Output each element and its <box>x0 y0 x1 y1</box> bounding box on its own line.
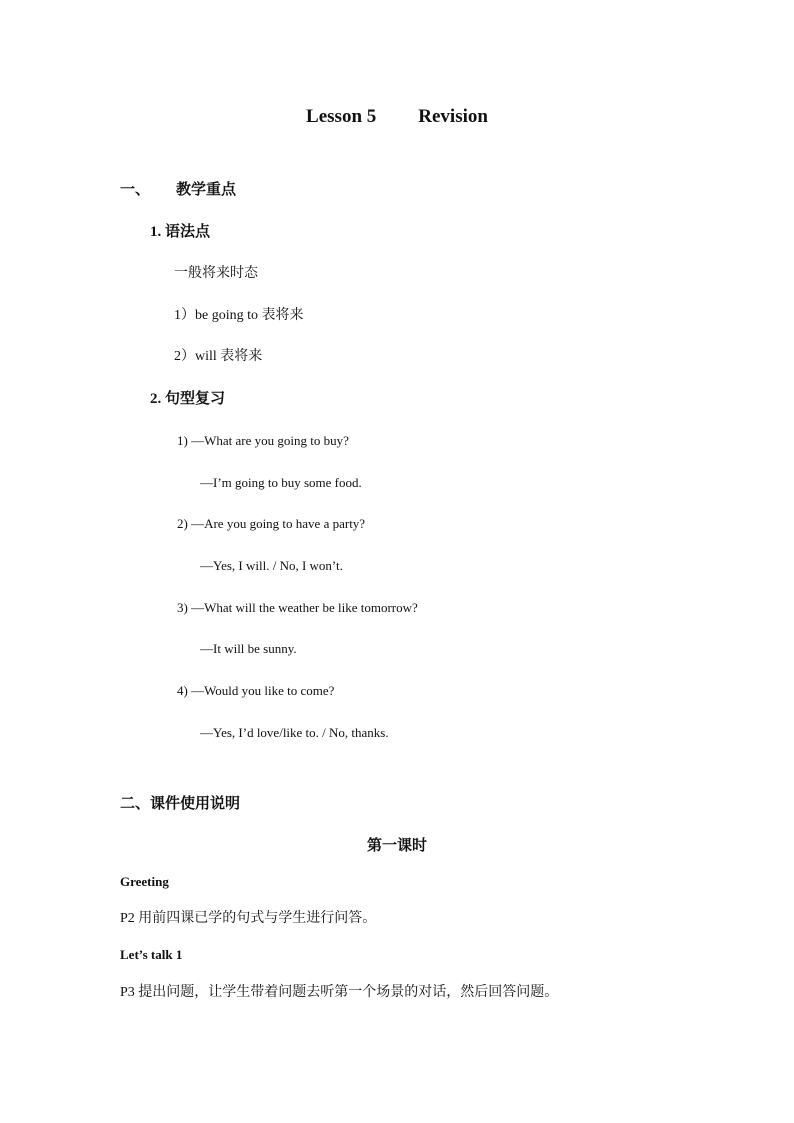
section-1-heading: 教学重点 <box>176 182 237 198</box>
lesson-topic: Revision <box>418 106 488 127</box>
period-heading: 第一课时 <box>366 838 427 854</box>
step-2-label: Let’s talk 1 <box>120 947 183 962</box>
pattern-4-question: 4) —Would you like to come? <box>177 683 335 698</box>
pattern-3-question: 3) —What will the weather be like tomorrow? <box>177 600 418 615</box>
pattern-3-answer: —It will be sunny. <box>200 641 297 656</box>
step-1-label: Greeting <box>120 874 169 889</box>
grammar-heading: 1. 语法点 <box>150 224 211 240</box>
page-title <box>0 107 794 126</box>
pattern-1-question: 1) —What are you going to buy? <box>177 433 349 448</box>
lesson-number: Lesson 5 <box>306 106 377 127</box>
section-2-heading: 二、课件使用说明 <box>120 796 241 812</box>
pattern-2-answer: —Yes, I will. / No, I won’t. <box>200 558 343 573</box>
patterns-heading: 2. 句型复习 <box>150 391 226 407</box>
section-1-marker: 一、 <box>120 182 151 198</box>
pattern-4-answer: —Yes, I’d love/like to. / No, thanks. <box>200 725 389 740</box>
pattern-1-answer: —I’m going to buy some food. <box>200 475 362 490</box>
pattern-2-question: 2) —Are you going to have a party? <box>177 516 366 531</box>
grammar-item-2: 2）will 表将来 <box>174 349 263 364</box>
step-2-text: P3 提出问题，让学生带着问题去听第一个场景的对话，然后回答问题。 <box>120 985 559 1000</box>
step-1-text: P2 用前四课已学的句式与学生进行问答。 <box>120 911 377 926</box>
grammar-topic: 一般将来时态 <box>174 266 258 281</box>
grammar-item-1: 1）be going to 表将来 <box>174 308 304 323</box>
